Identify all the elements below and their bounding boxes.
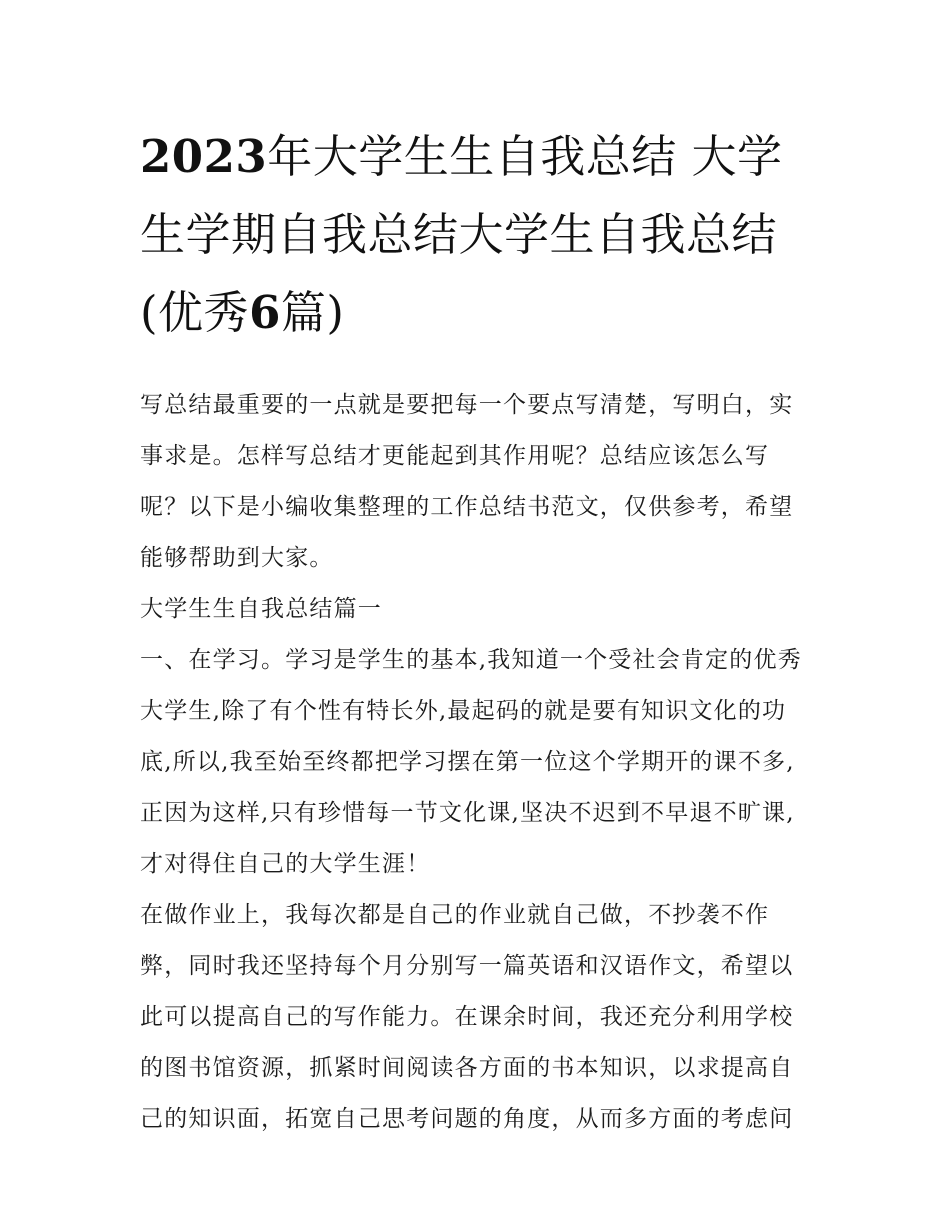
section-heading: 大学生生自我总结篇一 xyxy=(140,596,382,622)
body-paragraph: 一、在学习。学习是学生的基本,我知道一个受社会肯定的优秀大学生,除了有个性有特长外,最起码的就是要有知识文化的功底,所以,我至始至终都把学习摆在第一位这个学期开的课不多,正因为这样,只有珍惜每一节文化课,坚决不迟到不早退不旷课,才对得住自己的大学生涯！ xyxy=(140,647,802,877)
body-paragraph: 在做作业上，我每次都是自己的作业就自己做，不抄袭不作弊，同时我还坚持每个月分别写一篇英语和汉语作文，希望以此可以提高自己的写作能力。在课余时间，我还充分利用学校的图书馆资源，抓紧时间阅读各方面的书本知识，以求提高自己的知识面，拓宽自己思考问题的角度，从而多方面的考虑问 xyxy=(140,902,794,1132)
intro-paragraph: 写总结最重要的一点就是要把每一个要点写清楚，写明白，实事求是。怎样写总结才更能起到其作用呢？总结应该怎么写呢？以下是小编收集整理的工作总结书范文，仅供参考，希望能够帮助到大家。 xyxy=(140,392,794,571)
title-number: 6 xyxy=(249,286,281,339)
document-title: 2023年大学生生自我总结 大学生学期自我总结大学生自我总结(优秀6篇) xyxy=(140,130,783,339)
document-body xyxy=(140,118,812,1145)
title-number: 2023 xyxy=(140,130,268,183)
